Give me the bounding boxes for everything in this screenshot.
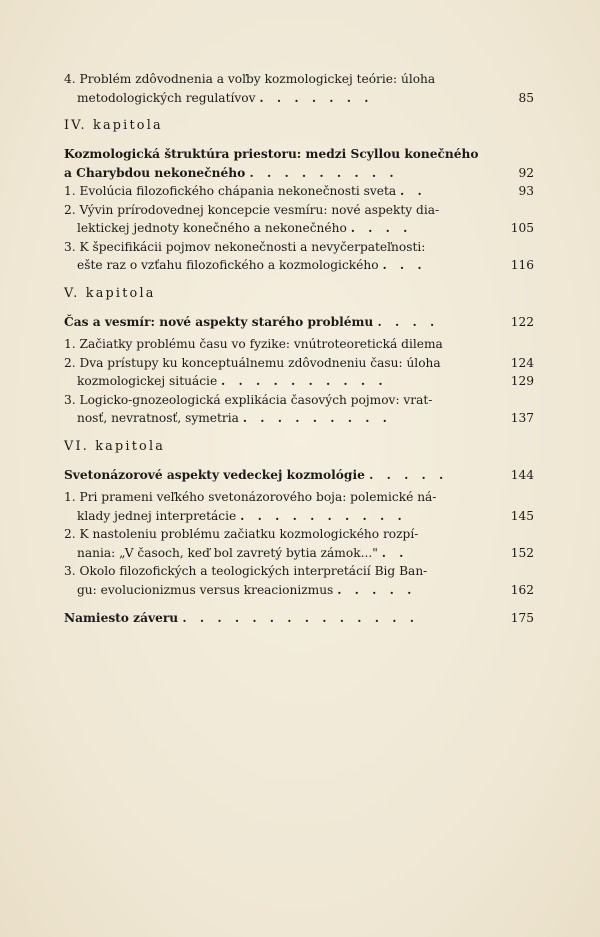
page-number: 137 (510, 411, 534, 425)
toc-entry-vi-3: 3. Okolo filozofických a teologických interpretácií Big Ban- (64, 564, 428, 578)
chapter-title-iv-cont: a Charybdou nekonečného . . . . . . . . . 92 (64, 164, 534, 183)
toc-entry-text: metodologických regulatívov . . . . . . . (77, 90, 374, 105)
page-number: 144 (510, 467, 534, 482)
chapter-title-v: Čas a vesmír: nové aspekty starého problému . . . . 122 (64, 313, 534, 332)
table-of-contents (64, 70, 534, 628)
toc-entry-4 (64, 70, 534, 89)
toc-entry-iv-3-cont: ešte raz o vzťahu filozofického a kozmologického . . . 116 (64, 256, 534, 275)
toc-entry-v-2: 2. Dva prístupy ku konceptuálnemu zdôvodneniu času: úloha 124 (64, 354, 534, 373)
toc-entry-vi-1-cont: klady jednej interpretácie . . . . . . . . . . 145 (64, 507, 534, 526)
toc-entry-iv-1: 1. Evolúcia filozofického chápania nekonečnosti sveta . . 93 (64, 182, 534, 201)
page-number: 124 (510, 355, 534, 370)
toc-entry-4-cont (64, 89, 534, 108)
page-number: 122 (510, 314, 534, 329)
toc-entry-vi-1: 1. Pri prameni veľkého svetonázorového boja: polemické ná- (64, 490, 437, 504)
toc-entry-v-1: 1. Začiatky problému času vo fyzike: vnútroteoretická dilema (64, 337, 443, 351)
page-number: 175 (510, 611, 534, 625)
toc-entry-v-3-cont: nosť, nevratnosť, symetria . . . . . . . . . 137 (64, 409, 534, 428)
page-number: 116 (510, 258, 534, 272)
chapter-heading-iv: IV. kapitola (64, 118, 163, 133)
toc-entry-iv-3: 3. K špecifikácii pojmov nekonečnosti a nevyčerpateľnosti: (64, 239, 426, 254)
page-number: 162 (510, 582, 534, 597)
toc-entry-vi-2-cont: nania: „V časoch, keď bol zavretý bytia zámok..." . . 152 (64, 544, 534, 563)
page-number: 129 (510, 374, 534, 388)
toc-entry-text: 4. Problém zdôvodnenia a voľby kozmologickej teórie: úloha (64, 72, 436, 86)
chapter-heading-v: V. kapitola (64, 285, 156, 301)
toc-entry-v-3: 3. Logicko-gnozeologická explikácia časových pojmov: vrat- (64, 392, 433, 407)
page-number: 105 (510, 221, 534, 235)
toc-entry-vi-3-cont: gu: evolucionizmus versus kreacionizmus . . . . . 162 (64, 581, 534, 600)
chapter-title-iv: Kozmologická štruktúra priestoru: medzi Scyllou konečného (64, 147, 479, 161)
chapter-heading-vi: VI. kapitola (64, 438, 166, 454)
page-number: 93 (518, 184, 534, 198)
chapter-title-vi: Svetonázorové aspekty vedeckej kozmológie . . . . . 144 (64, 466, 534, 485)
toc-entry-v-2-cont: kozmologickej situácie . . . . . . . . . . 129 (64, 372, 534, 391)
toc-entry-iv-2: 2. Vývin prírodovednej koncepcie vesmíru: nové aspekty dia- (64, 202, 440, 217)
conclusion-entry: Namiesto záveru . . . . . . . . . . . . . . 175 (64, 609, 534, 628)
toc-entry-vi-2: 2. K nastoleniu problému začiatku kozmologického rozpí- (64, 527, 419, 541)
page-number: 145 (510, 508, 534, 523)
page-number: 85 (518, 90, 534, 105)
toc-entry-iv-2-cont: lektickej jednoty konečného a nekonečného . . . . 105 (64, 219, 534, 238)
page-number: 92 (518, 165, 534, 180)
page-number: 152 (510, 545, 534, 560)
